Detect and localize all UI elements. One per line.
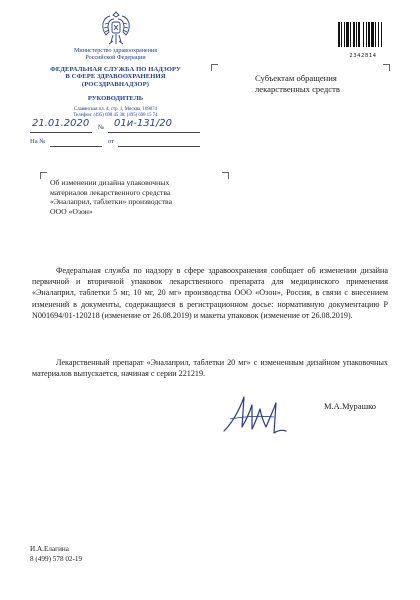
executor-phone: 8 (499) 578 02-19 [30,554,83,563]
registration-number: 01и-131/20 [114,118,173,129]
agency-line-3: (РОСЗДРАВНАДЗОР) [81,81,150,88]
letterhead [28,8,203,120]
coat-of-arms-icon [99,8,133,48]
recipient-corner-tl [211,64,217,70]
registration-date: 21.01.2020 [32,118,90,129]
recipient-corner-tr [383,64,389,70]
body-paragraph-2-text: Лекарственный препарат «Эналаприл, таблетки 20 мг» с измененным дизайном упаковочных материалов выпускается, начиная с серии 221219. [32,358,388,379]
subject-line-2: материалов лекарственного средства [50,187,171,197]
ministry-line-1: Министерство здравоохранения [73,48,158,54]
recipient-line-1: Субъектам обращения [255,73,337,83]
body-paragraph-1-text: Федеральная служба по надзору в сфере здравоохранения сообщает об изменении дизайна первичной и вторичной упаковок лекарственного препарата для медицинского применения «Эналаприл, таблетки 5 мг, 10 мг, 20 мг» производства ООО «Озон», Россия, в связи с внесением изменений в документы, содержащиеся в регистрационном досье: нормативную документацию Р N001694/01-120218 (изменение от 26.08.2019) и макеты упаковок (изменение от 26.08.2019). [32,266,388,320]
ot-label: от [108,138,115,145]
subject-line-1: Об изменении дизайна упаковочных [50,178,170,187]
subject-corner-tr [222,172,228,178]
subject [50,178,220,216]
number-label: № [98,124,105,131]
address: Славянская пл. 4, стр. 1, Москва, 109074 [74,107,157,112]
na-label: На № [30,138,46,145]
subject-line-4: ООО «Озон» [50,206,93,216]
agency-line-1: ФЕДЕРАЛЬНАЯ СЛУЖБА ПО НАДЗОРУ [50,65,181,73]
barcode [338,22,388,59]
barcode-icon [338,22,388,47]
subject-corner-tl [40,172,46,178]
section-title: РУКОВОДИТЕЛЬ [87,94,144,102]
reference-row [30,138,200,150]
agency-line-2: В СФЕРЕ ЗДРАВООХРАНЕНИЯ [65,73,166,81]
ministry-line-2: Российской Федерации [85,55,146,62]
registration-row [30,120,200,134]
recipient [255,73,340,95]
body-paragraph-2 [32,357,388,379]
body-paragraph-1 [32,265,388,321]
recipient-line-2: лекарственных средств [255,84,340,94]
subject-line-3: «Эналаприл, таблетки» производства [50,197,172,207]
barcode-number: 2342814 [349,53,377,59]
executor-name: И.А.Елагина [30,545,69,553]
signer-name: М.А.Мурашко [324,401,377,411]
phone: Телефон: (495) 698 45 38; (495) 698 15 74 [73,113,158,119]
executor [30,545,82,564]
signature-icon [222,393,308,437]
